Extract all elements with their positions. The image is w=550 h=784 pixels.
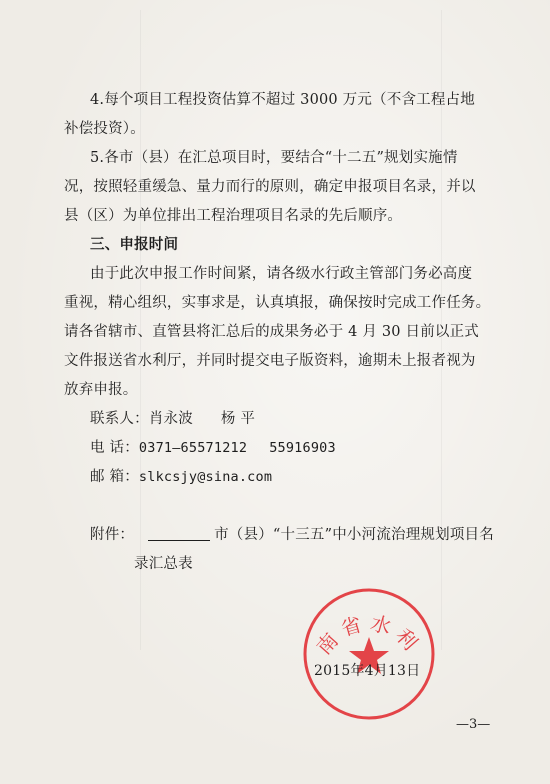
contact-phone-2: 55916903 [269, 440, 336, 456]
attachment-label: 附件： [90, 527, 135, 543]
contact-email-row [90, 467, 272, 487]
seal-text: 南省水利 [311, 610, 427, 660]
contact-phone-1: 0371—65571212 [138, 440, 248, 456]
list-item-5-line3: 县（区）为单位排出工程治理项目名录的先后顺序。 [64, 208, 403, 224]
attachment-blank-underline [148, 526, 210, 541]
list-item-5-line1: 5.各市（县）在汇总项目时，要结合“十二五”规划实施情 [90, 150, 458, 166]
attachment-title: 市（县）“十三五”中小河流治理规划项目名 [214, 527, 494, 543]
paragraph-line-1: 由于此次申报工作时间紧，请各级水行政主管部门务必高度 [90, 266, 473, 282]
attachment-line-1 [90, 525, 494, 545]
contact-email: slkcsjy@sina.com [138, 469, 273, 485]
official-seal-stamp [300, 585, 438, 723]
attachment-line-2: 录汇总表 [134, 556, 193, 572]
list-item-4-line1: 4.每个项目工程投资估算不超过 3000 万元（不含工程占地 [90, 92, 475, 108]
page-number: —3— [456, 717, 491, 732]
paragraph-line-4: 文件报送省水利厅，并同时提交电子版资料，逾期未上报者视为 [64, 353, 476, 369]
contact-phone-label: 电 话： [90, 440, 139, 456]
paragraph-line-2: 重视，精心组织，实事求是，认真填报，确保按时完成工作任务。 [64, 295, 491, 311]
contact-person-label: 联系人： [90, 411, 149, 427]
contact-person-row [90, 409, 255, 429]
paragraph-line-3: 请各省辖市、直管县将汇总后的成果务必于 4 月 30 日前以正式 [64, 324, 480, 340]
list-item-5-line2: 况，按照轻重缓急、量力而行的原则，确定申报项目名录，并以 [64, 179, 476, 195]
list-item-4-line2: 补偿投资）。 [64, 121, 145, 137]
document-date: 2015年4月13日 [314, 663, 421, 679]
section-heading: 三、申报时间 [90, 237, 179, 253]
contact-person-1: 肖永波 [148, 411, 193, 427]
contact-person-2: 杨 平 [220, 411, 256, 427]
contact-email-label: 邮 箱： [90, 469, 139, 485]
contact-phone-row [90, 438, 336, 458]
paragraph-line-5: 放弃申报。 [64, 382, 138, 398]
